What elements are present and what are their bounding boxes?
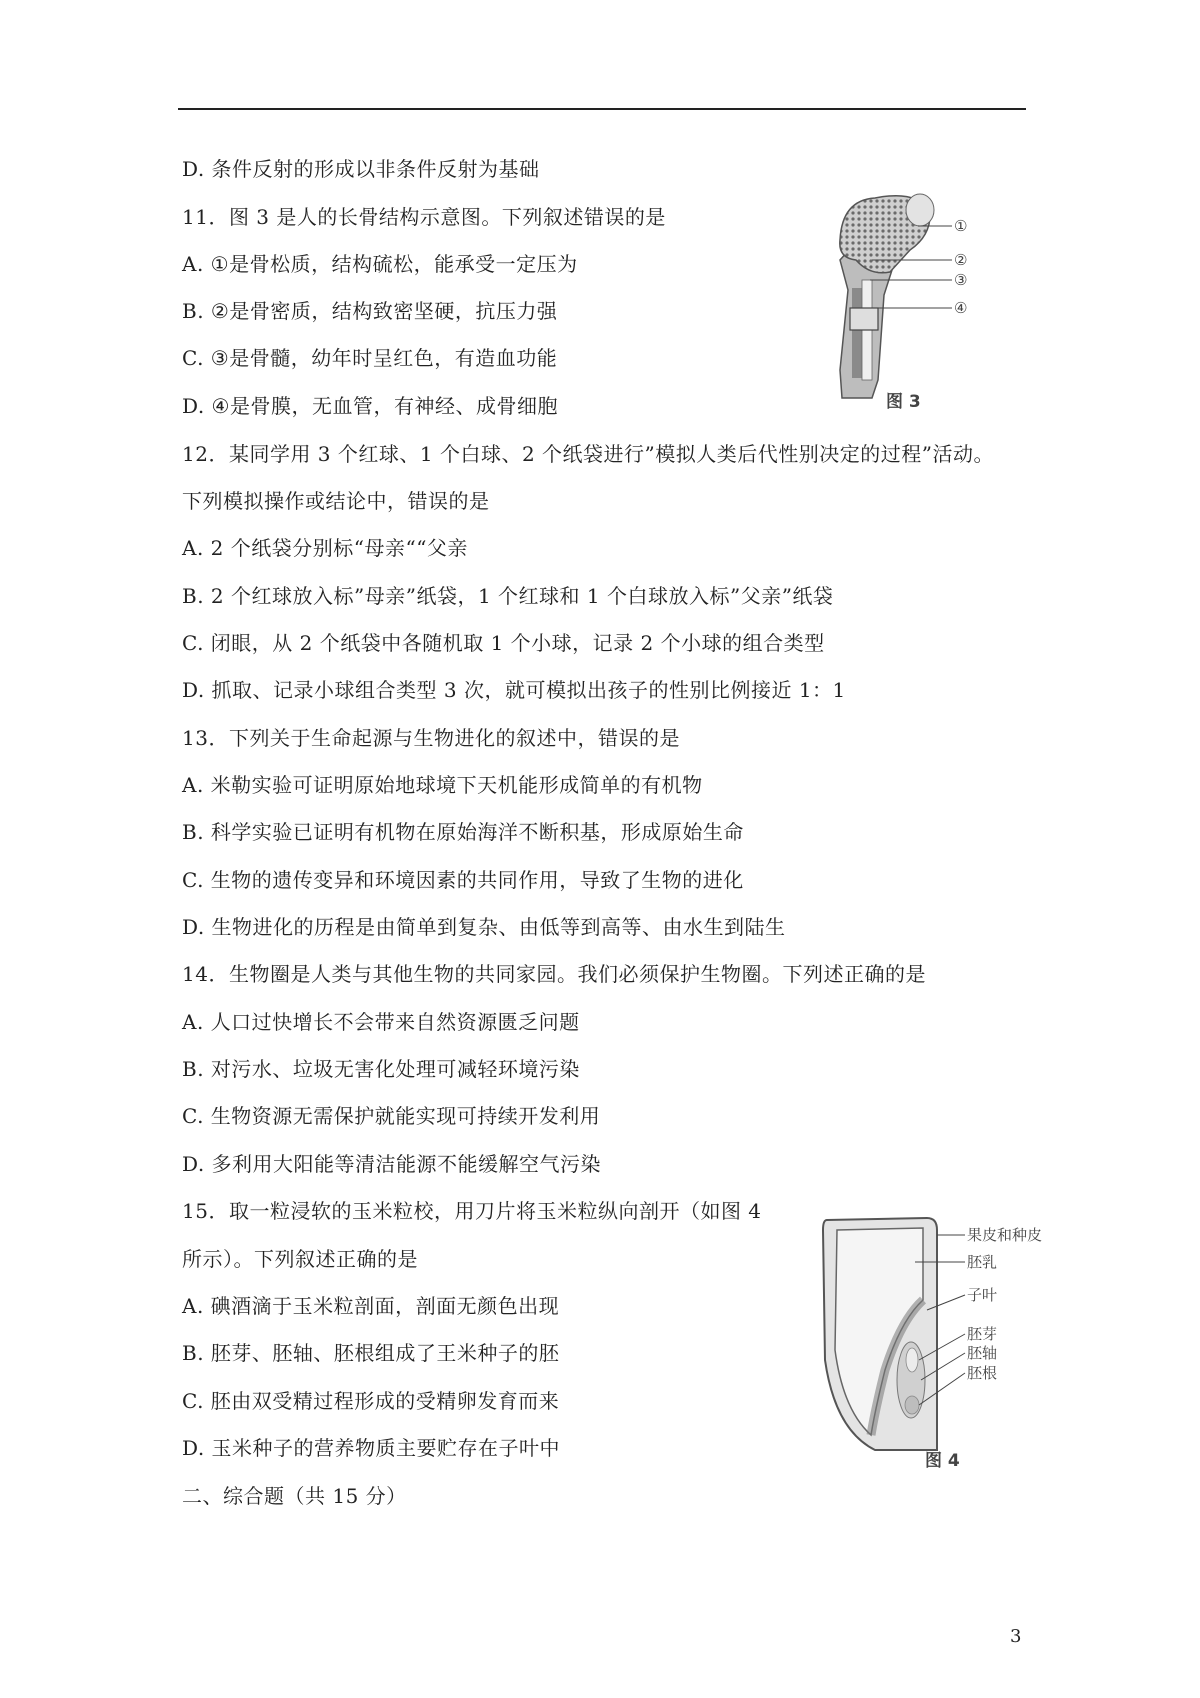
bone-label-2: ② [954,251,968,269]
seed-label-plumule: 胚芽 [967,1325,998,1343]
header-rule [178,108,1026,110]
text-line: A. ①是骨松质，结构硫松，能承受一定压为 [182,252,578,276]
figure-3-caption: 图 3 [886,392,921,412]
text-line: B. ②是骨密质，结构致密坚硬，抗压力强 [182,299,558,323]
text-line: B. 胚芽、胚轴、胚根组成了王米种子的胚 [182,1341,560,1365]
text-line: C. 胚由双受精过程形成的受精卵发育而来 [182,1389,560,1413]
text-line: B. 2 个红球放入标”母亲”纸袋，1 个红球和 1 个白球放入标”父亲”纸袋 [182,584,834,608]
corn-seed-figure [815,1200,1043,1471]
text-line: C. 生物的遗传变异和环境因素的共同作用，导致了生物的进化 [182,868,744,892]
text-line: 12．某同学用 3 个红球、1 个白球、2 个纸袋进行”模拟人类后代性别决定的过程”活动。 [182,442,995,466]
text-line: C. 闭眼，从 2 个纸袋中各随机取 1 个小球，记录 2 个小球的组合类型 [182,631,825,655]
text-line: A. 碘酒滴于玉米粒剖面，剖面无颜色出现 [182,1294,560,1318]
bone-label-1: ① [954,217,968,235]
page-number: 3 [1010,1626,1022,1647]
text-line: 13．下列关于生命起源与生物进化的叙述中，错误的是 [182,726,680,750]
text-line: D. 抓取、记录小球组合类型 3 次，就可模拟出孩子的性别比例接近 1：1 [182,678,846,702]
text-line: C. ③是骨髓，幼年时呈红色，有造血功能 [182,346,558,370]
seed-label-radicle: 胚根 [967,1364,998,1382]
seed-label-cotyledon: 子叶 [967,1286,998,1304]
text-line: D. 条件反射的形成以非条件反射为基础 [182,157,540,181]
seed-label-coat: 果皮和种皮 [967,1226,1043,1244]
text-line: A. 人口过快增长不会带来自然资源匮乏问题 [182,1010,580,1034]
text-line: D. ④是骨膜，无血管，有神经、成骨细胞 [182,394,558,418]
text-line: A. 2 个纸袋分别标“母亲““父亲 [182,536,468,560]
text-line: A. 米勒实验可证明原始地球境下天机能形成简单的有机物 [182,773,703,797]
text-line: D. 玉米种子的营养物质主要贮存在子叶中 [182,1436,561,1460]
text-line: D. 生物进化的历程是由简单到复杂、由低等到高等、由水生到陆生 [182,915,786,939]
text-line: C. 生物资源无需保护就能实现可持续开发利用 [182,1104,601,1128]
text-line: 11．图 3 是人的长骨结构示意图。下列叙述错误的是 [182,205,666,229]
text-line: 所示）。下列叙述正确的是 [182,1247,418,1271]
figure-4-caption: 图 4 [925,1451,960,1471]
bone-label-4: ④ [954,299,968,317]
text-line: 二、综合题（共 15 分） [182,1484,407,1508]
text-line: B. 科学实验已证明有机物在原始海洋不断积基，形成原始生命 [182,820,744,844]
text-line: 14．生物圈是人类与其他生物的共同家园。我们必须保护生物圈。下列述正确的是 [182,962,926,986]
seed-label-hypocotyl: 胚轴 [967,1344,998,1362]
text-line: B. 对污水、垃圾无害化处理可减轻环境污染 [182,1057,580,1081]
long-bone-figure [820,180,980,420]
text-line: 下列模拟操作或结论中，错误的是 [182,489,490,513]
text-line: D. 多利用大阳能等清洁能源不能缓解空气污染 [182,1152,602,1176]
seed-label-endosperm: 胚乳 [967,1253,998,1271]
bone-label-3: ③ [954,271,968,289]
text-line: 15．取一粒浸软的玉米粒校，用刀片将玉米粒纵向剖开（如图 4 [182,1199,762,1223]
